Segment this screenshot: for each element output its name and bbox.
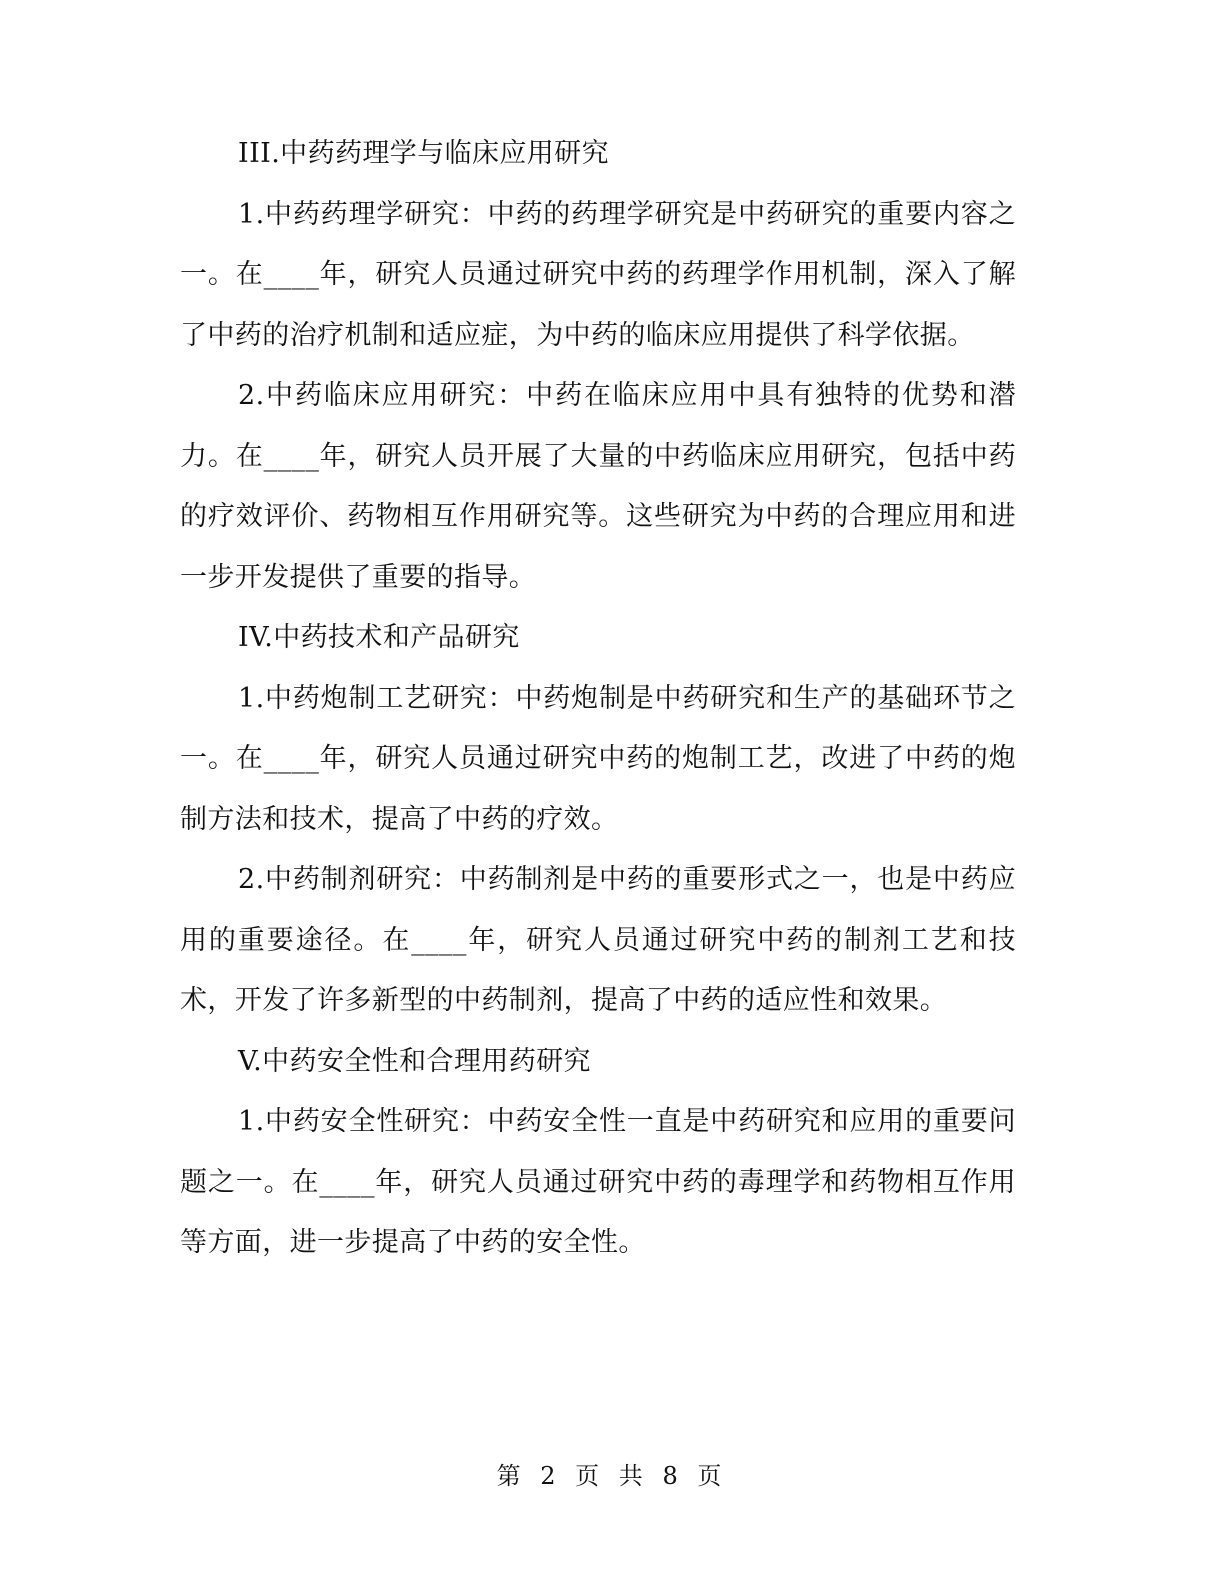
page-number-footer: 第 2 页 共 8 页 [496,1462,728,1490]
section-heading-iv: IV.中药技术和产品研究 [238,622,520,653]
paragraph-processing-technique-research: 1.中药炮制工艺研究：中药炮制是中药研究和生产的基础环节之一。在____年，研究人员通过研究中药的炮制工艺，改进了中药的炮制方法和技术，提高了中药的疗效。 [180,682,1016,835]
paragraph-safety-research: 1.中药安全性研究：中药安全性一直是中药研究和应用的重要问题之一。在____年，研究人员通过研究中药的毒理学和药物相互作用等方面，进一步提高了中药的安全性。 [180,1106,1016,1258]
paragraph-pharmacology-research: 1.中药药理学研究：中药的药理学研究是中药研究的重要内容之一。在____年，研究人员通过研究中药的药理学作用机制，深入了解了中药的治疗机制和适应症，为中药的临床应用提供了科学依据。 [180,198,1016,351]
section-heading-v: V.中药安全性和合理用药研究 [238,1045,591,1077]
paragraph-preparation-research: 2.中药制剂研究：中药制剂是中药的重要形式之一，也是中药应用的重要途径。在____年，研究人员通过研究中药的制剂工艺和技术，开发了许多新型的中药制剂，提高了中药的适应性和效果。 [180,864,1016,1016]
paragraph-clinical-application-research: 2.中药临床应用研究：中药在临床应用中具有独特的优势和潜力。在____年，研究人员开展了大量的中药临床应用研究，包括中药的疗效评价、药物相互作用研究等。这些研究为中药的合理应用和进一步开发提供了重要的指导。 [180,380,1016,593]
document-body [180,124,1016,1274]
section-heading-iii: III.中药药理学与临床应用研究 [238,138,609,169]
